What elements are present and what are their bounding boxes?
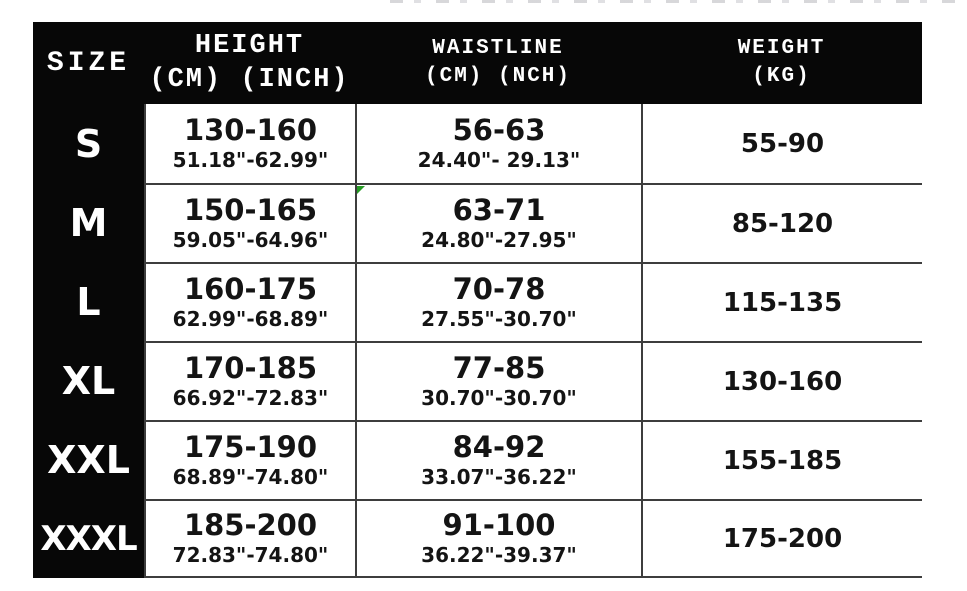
waistline-inch-range: 30.70"-30.70" bbox=[421, 386, 577, 410]
height-cm-range: 185-200 bbox=[183, 508, 318, 542]
size-label: L bbox=[76, 279, 101, 324]
height-inch-range: 72.83"-74.80" bbox=[172, 543, 329, 567]
waistline-cell bbox=[355, 262, 641, 341]
table-row-size-cell bbox=[33, 183, 144, 262]
height-header-units: (CM) (INCH) bbox=[149, 65, 350, 95]
waistline-cm-range: 77-85 bbox=[452, 351, 546, 385]
waistline-inch-range: 24.40"- 29.13" bbox=[417, 148, 581, 172]
height-inch-range: 66.92"-72.83" bbox=[172, 386, 329, 410]
size-label: M bbox=[69, 200, 108, 245]
height-cell bbox=[144, 183, 355, 262]
height-cm-range: 130-160 bbox=[183, 113, 318, 147]
waistline-cm-range: 63-71 bbox=[452, 193, 546, 227]
waistline-cell bbox=[355, 499, 641, 578]
waistline-header-units: (CM) (NCH) bbox=[424, 65, 572, 88]
waistline-cm-range: 70-78 bbox=[452, 272, 546, 306]
spreadsheet-error-marker-icon bbox=[357, 186, 365, 194]
table-row-size-cell bbox=[33, 262, 144, 341]
table-row-size-cell bbox=[33, 420, 144, 499]
waistline-cm-range: 84-92 bbox=[452, 430, 546, 464]
waistline-column-header bbox=[355, 22, 641, 104]
height-inch-range: 68.89"-74.80" bbox=[172, 465, 329, 489]
weight-cell bbox=[641, 104, 922, 183]
height-column-header bbox=[144, 22, 355, 104]
height-cell bbox=[144, 341, 355, 420]
size-label: XXXL bbox=[40, 518, 137, 559]
height-cm-range: 175-190 bbox=[183, 430, 318, 464]
height-inch-range: 51.18"-62.99" bbox=[172, 148, 329, 172]
table-row-size-cell bbox=[33, 499, 144, 578]
weight-range: 130-160 bbox=[722, 366, 843, 397]
size-header-label: SIZE bbox=[46, 47, 131, 79]
weight-cell bbox=[641, 499, 922, 578]
cropped-text-remnant bbox=[390, 0, 955, 3]
size-label: S bbox=[74, 121, 103, 166]
weight-range: 155-185 bbox=[722, 445, 843, 476]
waistline-inch-range: 36.22"-39.37" bbox=[421, 543, 577, 567]
size-column-header bbox=[33, 22, 144, 104]
height-inch-range: 59.05"-64.96" bbox=[172, 228, 329, 252]
waistline-inch-range: 33.07"-36.22" bbox=[421, 465, 577, 489]
waistline-cell bbox=[355, 341, 641, 420]
table-row-size-cell bbox=[33, 104, 144, 183]
height-cell bbox=[144, 104, 355, 183]
height-cell bbox=[144, 499, 355, 578]
size-label: XL bbox=[61, 358, 116, 403]
height-header-label: HEIGHT bbox=[194, 31, 305, 61]
weight-header-units: (KG) bbox=[752, 65, 811, 88]
weight-range: 175-200 bbox=[722, 523, 843, 554]
waistline-cell bbox=[355, 183, 641, 262]
height-cm-range: 170-185 bbox=[183, 351, 318, 385]
waistline-inch-range: 27.55"-30.70" bbox=[421, 307, 577, 331]
height-inch-range: 62.99"-68.89" bbox=[172, 307, 329, 331]
weight-column-header bbox=[641, 22, 922, 104]
weight-cell bbox=[641, 341, 922, 420]
size-label: XXL bbox=[47, 437, 130, 482]
weight-header-label: WEIGHT bbox=[737, 37, 826, 60]
height-cell bbox=[144, 262, 355, 341]
height-cm-range: 150-165 bbox=[183, 193, 318, 227]
size-chart-table bbox=[33, 22, 922, 578]
waistline-cell bbox=[355, 104, 641, 183]
table-row-size-cell bbox=[33, 341, 144, 420]
weight-range: 55-90 bbox=[740, 128, 825, 159]
waistline-header-label: WAISTLINE bbox=[432, 37, 564, 60]
waistline-cm-range: 56-63 bbox=[452, 113, 546, 147]
height-cell bbox=[144, 420, 355, 499]
waistline-inch-range: 24.80"-27.95" bbox=[421, 228, 577, 252]
waistline-cell bbox=[355, 420, 641, 499]
waistline-cm-range: 91-100 bbox=[442, 508, 556, 542]
weight-cell bbox=[641, 262, 922, 341]
height-cm-range: 160-175 bbox=[183, 272, 318, 306]
weight-range: 115-135 bbox=[722, 287, 843, 318]
weight-cell bbox=[641, 420, 922, 499]
weight-cell bbox=[641, 183, 922, 262]
weight-range: 85-120 bbox=[731, 208, 834, 239]
